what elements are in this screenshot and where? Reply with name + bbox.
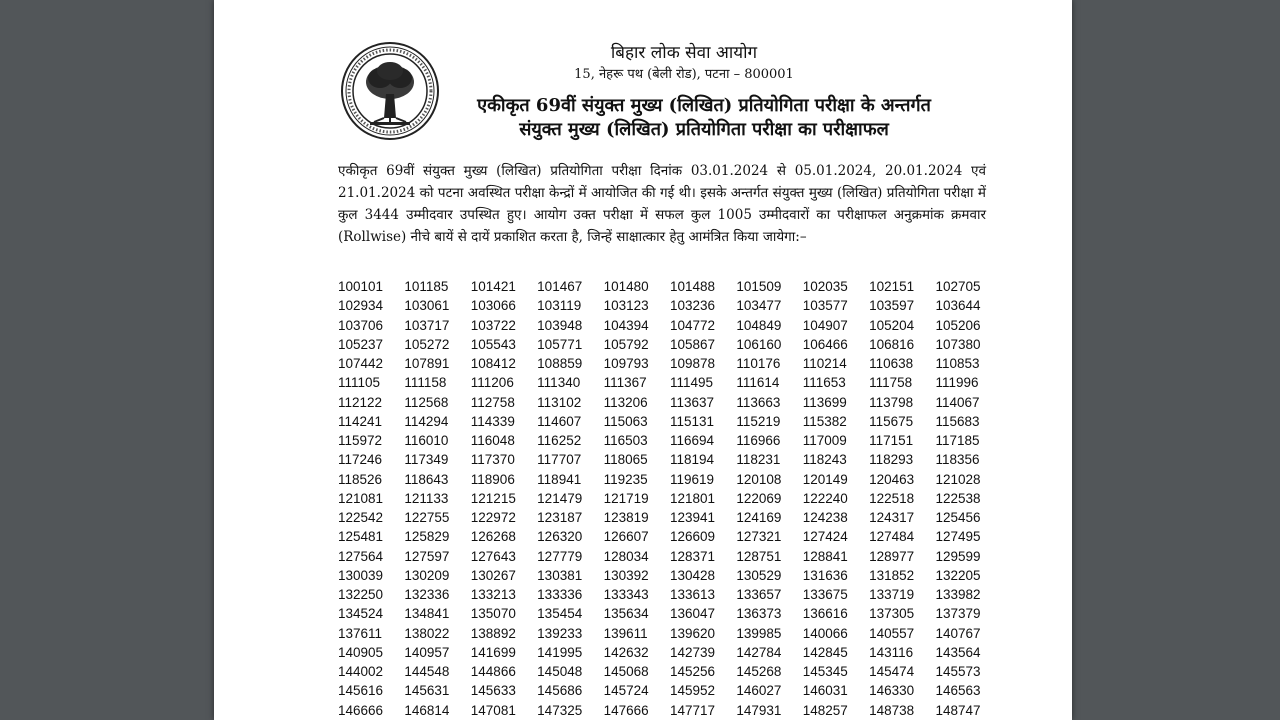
roll-number: 106160 xyxy=(736,336,782,352)
roll-number: 126609 xyxy=(669,529,716,545)
roll-number: 147666 xyxy=(603,702,649,718)
roll-number: 134841 xyxy=(404,606,450,622)
roll-number: 101467 xyxy=(537,279,583,295)
roll-number: 125481 xyxy=(338,529,384,545)
roll-number: 105206 xyxy=(935,317,981,333)
roll-number: 103717 xyxy=(404,317,450,333)
roll-number: 124317 xyxy=(869,510,915,526)
roll-number: 145631 xyxy=(404,683,450,699)
roll-number: 130392 xyxy=(603,567,649,583)
roll-number: 145068 xyxy=(603,664,649,680)
roll-number: 126607 xyxy=(603,529,649,545)
roll-number-row xyxy=(338,701,998,720)
roll-number-row xyxy=(338,489,998,508)
roll-number: 146666 xyxy=(338,702,384,718)
roll-number: 103119 xyxy=(537,298,582,314)
roll-number: 106466 xyxy=(802,336,848,352)
roll-number: 140767 xyxy=(935,625,981,641)
roll-number-row xyxy=(338,373,998,392)
roll-number: 128751 xyxy=(736,548,782,564)
roll-number: 114607 xyxy=(537,413,582,429)
roll-number-grid xyxy=(338,277,998,720)
roll-number: 103722 xyxy=(470,317,516,333)
roll-number: 109878 xyxy=(669,356,716,372)
roll-number: 140066 xyxy=(802,625,848,641)
roll-number-row xyxy=(338,393,998,412)
roll-number-row xyxy=(338,643,998,662)
roll-number: 105204 xyxy=(869,317,915,333)
roll-number-row xyxy=(338,681,998,700)
roll-number: 115972 xyxy=(338,433,383,449)
roll-number: 122240 xyxy=(802,490,848,506)
roll-number: 128841 xyxy=(802,548,848,564)
roll-number: 148738 xyxy=(869,702,915,718)
roll-number: 117151 xyxy=(869,433,914,449)
roll-number: 142845 xyxy=(802,644,848,660)
roll-number: 118293 xyxy=(869,452,914,468)
roll-number: 112568 xyxy=(404,394,449,410)
roll-number: 116694 xyxy=(669,433,714,449)
roll-number: 145633 xyxy=(470,683,516,699)
roll-number: 127484 xyxy=(869,529,915,545)
roll-number: 101185 xyxy=(404,279,449,295)
roll-number: 117185 xyxy=(935,433,980,449)
roll-number: 125829 xyxy=(404,529,450,545)
roll-number: 131852 xyxy=(869,567,915,583)
roll-number: 114339 xyxy=(470,413,515,429)
roll-number: 115219 xyxy=(736,413,781,429)
roll-number: 103948 xyxy=(537,317,583,333)
roll-number: 117370 xyxy=(470,452,515,468)
roll-number: 102934 xyxy=(338,298,384,314)
roll-number: 133343 xyxy=(603,587,649,603)
roll-number: 104772 xyxy=(669,317,716,333)
roll-number: 118065 xyxy=(603,452,648,468)
roll-number: 111105 xyxy=(338,375,381,391)
roll-number: 113206 xyxy=(603,394,648,410)
roll-number: 145686 xyxy=(537,683,583,699)
roll-number: 146330 xyxy=(869,683,915,699)
roll-number: 120463 xyxy=(869,471,915,487)
roll-number: 146563 xyxy=(935,683,981,699)
roll-number: 121028 xyxy=(935,471,981,487)
roll-number: 140905 xyxy=(338,644,384,660)
roll-number-row xyxy=(338,624,998,643)
roll-number-row xyxy=(338,470,998,489)
document-page xyxy=(214,0,1072,720)
roll-number: 121719 xyxy=(603,490,649,506)
roll-number: 145048 xyxy=(537,664,583,680)
roll-number: 124169 xyxy=(736,510,782,526)
roll-number: 136373 xyxy=(736,606,782,622)
roll-number: 130267 xyxy=(470,567,516,583)
roll-number: 111158 xyxy=(404,375,447,391)
roll-number: 115683 xyxy=(935,413,980,429)
roll-number: 131636 xyxy=(802,567,848,583)
roll-number: 110176 xyxy=(736,356,781,372)
result-title-line-1: एकीकृत 69वीं संयुक्त मुख्य (लिखित) प्रतियोगिता परीक्षा के अन्तर्गत xyxy=(477,95,931,116)
roll-number: 145268 xyxy=(736,664,782,680)
roll-number: 135454 xyxy=(537,606,583,622)
roll-number-row xyxy=(338,604,998,623)
roll-number: 130428 xyxy=(669,567,716,583)
roll-number: 118643 xyxy=(404,471,449,487)
roll-number: 113699 xyxy=(802,394,847,410)
roll-number: 111758 xyxy=(869,375,913,391)
roll-number: 145724 xyxy=(603,683,649,699)
roll-number: 112122 xyxy=(338,394,383,410)
roll-number: 111614 xyxy=(736,375,780,391)
roll-number: 139611 xyxy=(603,625,648,641)
roll-number: 102151 xyxy=(869,279,915,295)
roll-number: 107380 xyxy=(935,336,981,352)
notice-paragraph: एकीकृत 69वीं संयुक्त मुख्य (लिखित) प्रतियोगिता परीक्षा दिनांक 03.01.2024 से 05.01.2024, 20.01.2024 एवं 21.01.2024 को पटना अवस्थित परीक्षा केन्द्रों में आयोजित की गई थी। इसके अन्तर्गत संयुक्त मुख्य (लिखित) प्रतियोगिता परीक्षा में कुल 3444 उम्मीदवार उपस्थित हुए। आयोग उक्त परीक्षा में सफल कुल 1005 उम्मीदवारों का परीक्षाफल अनुक्रमांक क्रमवार (Rollwise) नीचे बायें से दायें प्रकाशित करता है, जिन्हें साक्षात्कार हेतु आमंत्रित किया जायेगा:– xyxy=(338,163,986,245)
roll-number: 117349 xyxy=(404,452,449,468)
roll-number: 143116 xyxy=(869,644,914,660)
roll-number: 114241 xyxy=(338,413,383,429)
roll-number: 108859 xyxy=(537,356,583,372)
roll-number: 141995 xyxy=(537,644,583,660)
roll-number-row xyxy=(338,547,998,566)
roll-number: 147717 xyxy=(669,702,716,718)
roll-number: 126268 xyxy=(470,529,516,545)
roll-number: 103597 xyxy=(869,298,915,314)
roll-number: 133675 xyxy=(802,587,848,603)
roll-number: 117246 xyxy=(338,452,383,468)
roll-number: 111653 xyxy=(802,375,846,391)
roll-number: 122538 xyxy=(935,490,981,506)
roll-number: 116503 xyxy=(603,433,648,449)
roll-number: 129599 xyxy=(935,548,981,564)
roll-number: 115063 xyxy=(603,413,648,429)
roll-number-row xyxy=(338,450,998,469)
roll-number: 132336 xyxy=(404,587,450,603)
roll-number: 128977 xyxy=(869,548,915,564)
roll-number: 103477 xyxy=(736,298,782,314)
roll-number: 105237 xyxy=(338,336,384,352)
roll-number: 145616 xyxy=(338,683,384,699)
roll-number: 140957 xyxy=(404,644,450,660)
roll-number: 124238 xyxy=(802,510,848,526)
roll-number: 109793 xyxy=(603,356,649,372)
roll-number: 144002 xyxy=(338,664,384,680)
roll-number: 122755 xyxy=(404,510,450,526)
organization-address: 15, नेहरू पथ (बेली रोड), पटना – 800001 xyxy=(574,67,794,82)
roll-number: 148747 xyxy=(935,702,981,718)
roll-number-row xyxy=(338,527,998,546)
bpsc-seal-logo xyxy=(340,38,440,144)
roll-number: 105867 xyxy=(669,336,716,352)
roll-number: 145573 xyxy=(935,664,981,680)
roll-number-row xyxy=(338,412,998,431)
roll-number: 125456 xyxy=(935,510,981,526)
roll-number: 110853 xyxy=(935,356,980,372)
roll-number: 139233 xyxy=(537,625,583,641)
roll-number: 146031 xyxy=(802,683,848,699)
roll-number: 147081 xyxy=(470,702,516,718)
roll-number: 120108 xyxy=(736,471,782,487)
roll-number-row xyxy=(338,277,998,296)
roll-number: 118526 xyxy=(338,471,383,487)
roll-number: 116966 xyxy=(736,433,781,449)
roll-number: 128034 xyxy=(603,548,649,564)
roll-number: 145474 xyxy=(869,664,915,680)
roll-number: 127424 xyxy=(802,529,848,545)
roll-number: 118231 xyxy=(736,452,781,468)
roll-number: 103577 xyxy=(802,298,848,314)
roll-number: 118243 xyxy=(802,452,847,468)
roll-number: 101509 xyxy=(736,279,782,295)
roll-number: 142739 xyxy=(669,644,716,660)
roll-number: 119619 xyxy=(669,471,714,487)
roll-number: 115131 xyxy=(669,413,714,429)
roll-number: 110214 xyxy=(802,356,847,372)
roll-number: 144866 xyxy=(470,664,516,680)
roll-number: 112758 xyxy=(470,394,515,410)
roll-number: 135070 xyxy=(470,606,516,622)
roll-number: 117707 xyxy=(537,452,582,468)
roll-number: 137379 xyxy=(935,606,981,622)
roll-number: 146814 xyxy=(404,702,450,718)
roll-number: 120149 xyxy=(802,471,848,487)
roll-number: 135634 xyxy=(603,606,649,622)
roll-number: 111996 xyxy=(935,375,979,391)
roll-number: 111495 xyxy=(669,375,713,391)
roll-number: 144548 xyxy=(404,664,450,680)
roll-number: 127597 xyxy=(404,548,450,564)
roll-number: 142784 xyxy=(736,644,782,660)
roll-number: 107891 xyxy=(404,356,450,372)
roll-number: 148257 xyxy=(802,702,848,718)
roll-number: 116010 xyxy=(404,433,449,449)
roll-number: 114294 xyxy=(404,413,449,429)
roll-number: 147325 xyxy=(537,702,583,718)
roll-number: 143564 xyxy=(935,644,981,660)
roll-number-row xyxy=(338,508,998,527)
roll-number: 101488 xyxy=(669,279,716,295)
roll-number: 103123 xyxy=(603,298,649,314)
roll-number: 111367 xyxy=(603,375,647,391)
roll-number: 130381 xyxy=(537,567,583,583)
roll-number-row xyxy=(338,335,998,354)
roll-number: 126320 xyxy=(537,529,583,545)
roll-number: 145952 xyxy=(669,683,716,699)
roll-number: 134524 xyxy=(338,606,384,622)
roll-number: 116252 xyxy=(537,433,582,449)
roll-number: 116048 xyxy=(470,433,515,449)
roll-number: 113102 xyxy=(537,394,582,410)
roll-number: 102035 xyxy=(802,279,848,295)
roll-number: 105771 xyxy=(537,336,583,352)
roll-number: 104394 xyxy=(603,317,649,333)
roll-number: 127643 xyxy=(470,548,516,564)
roll-number-row xyxy=(338,566,998,585)
roll-number: 119235 xyxy=(603,471,648,487)
roll-number-row xyxy=(338,662,998,681)
roll-number: 127321 xyxy=(736,529,782,545)
roll-number: 123187 xyxy=(537,510,583,526)
roll-number: 146027 xyxy=(736,683,782,699)
roll-number: 141699 xyxy=(470,644,516,660)
roll-number: 103061 xyxy=(404,298,450,314)
roll-number: 108412 xyxy=(470,356,516,372)
roll-number: 104907 xyxy=(802,317,848,333)
roll-number-row xyxy=(338,316,998,335)
roll-number: 106816 xyxy=(869,336,915,352)
roll-number: 123819 xyxy=(603,510,649,526)
roll-number: 113637 xyxy=(669,394,714,410)
roll-number: 122972 xyxy=(470,510,516,526)
roll-number: 118356 xyxy=(935,452,980,468)
roll-number: 103706 xyxy=(338,317,384,333)
roll-number-row xyxy=(338,296,998,315)
roll-number: 122518 xyxy=(869,490,915,506)
roll-number: 115382 xyxy=(802,413,847,429)
roll-number: 133336 xyxy=(537,587,583,603)
roll-number: 121801 xyxy=(669,490,716,506)
roll-number: 118941 xyxy=(537,471,582,487)
roll-number: 138892 xyxy=(470,625,516,641)
roll-number: 100101 xyxy=(338,279,384,295)
roll-number: 103066 xyxy=(470,298,516,314)
roll-number: 133982 xyxy=(935,587,981,603)
roll-number: 139985 xyxy=(736,625,782,641)
roll-number: 127564 xyxy=(338,548,384,564)
roll-number: 111206 xyxy=(470,375,514,391)
roll-number: 130039 xyxy=(338,567,384,583)
roll-number: 130529 xyxy=(736,567,782,583)
roll-number: 121215 xyxy=(470,490,516,506)
roll-number: 110638 xyxy=(869,356,914,372)
roll-number: 105792 xyxy=(603,336,649,352)
roll-number: 139620 xyxy=(669,625,716,641)
roll-number: 101480 xyxy=(603,279,649,295)
roll-number: 122069 xyxy=(736,490,782,506)
roll-number: 102705 xyxy=(935,279,981,295)
roll-number: 105272 xyxy=(404,336,450,352)
roll-number: 121133 xyxy=(404,490,449,506)
roll-number: 107442 xyxy=(338,356,384,372)
roll-number: 101421 xyxy=(470,279,516,295)
result-title-line-2: संयुक्त मुख्य (लिखित) प्रतियोगिता परीक्षा का परीक्षाफल xyxy=(519,119,889,140)
roll-number: 132250 xyxy=(338,587,384,603)
roll-number-row xyxy=(338,431,998,450)
roll-number-row xyxy=(338,585,998,604)
roll-number: 128371 xyxy=(669,548,716,564)
roll-number: 113663 xyxy=(736,394,781,410)
roll-number-row xyxy=(338,354,998,373)
roll-number: 113798 xyxy=(869,394,914,410)
roll-number: 130209 xyxy=(404,567,450,583)
roll-number: 137305 xyxy=(869,606,915,622)
roll-number: 121081 xyxy=(338,490,384,506)
roll-number: 121479 xyxy=(537,490,583,506)
roll-number: 111340 xyxy=(537,375,581,391)
roll-number: 103236 xyxy=(669,298,716,314)
roll-number: 117009 xyxy=(802,433,847,449)
roll-number: 133213 xyxy=(470,587,516,603)
roll-number: 133613 xyxy=(669,587,716,603)
roll-number: 140557 xyxy=(869,625,915,641)
roll-number: 118194 xyxy=(669,452,714,468)
roll-number: 105543 xyxy=(470,336,516,352)
roll-number: 104849 xyxy=(736,317,782,333)
roll-number: 147931 xyxy=(736,702,782,718)
roll-number: 138022 xyxy=(404,625,450,641)
roll-number: 123941 xyxy=(669,510,716,526)
roll-number: 127495 xyxy=(935,529,981,545)
roll-number: 115675 xyxy=(869,413,914,429)
roll-number: 133719 xyxy=(869,587,915,603)
roll-number: 127779 xyxy=(537,548,583,564)
roll-number: 136047 xyxy=(669,606,716,622)
roll-number: 132205 xyxy=(935,567,981,583)
roll-number: 136616 xyxy=(802,606,848,622)
roll-number: 133657 xyxy=(736,587,782,603)
roll-number: 142632 xyxy=(603,644,649,660)
roll-number: 118906 xyxy=(470,471,515,487)
roll-number: 103644 xyxy=(935,298,981,314)
roll-number: 122542 xyxy=(338,510,384,526)
roll-number: 145256 xyxy=(669,664,716,680)
roll-number: 114067 xyxy=(935,394,980,410)
roll-number: 145345 xyxy=(802,664,848,680)
roll-number: 137611 xyxy=(338,625,383,641)
organization-name: बिहार लोक सेवा आयोग xyxy=(610,43,758,63)
